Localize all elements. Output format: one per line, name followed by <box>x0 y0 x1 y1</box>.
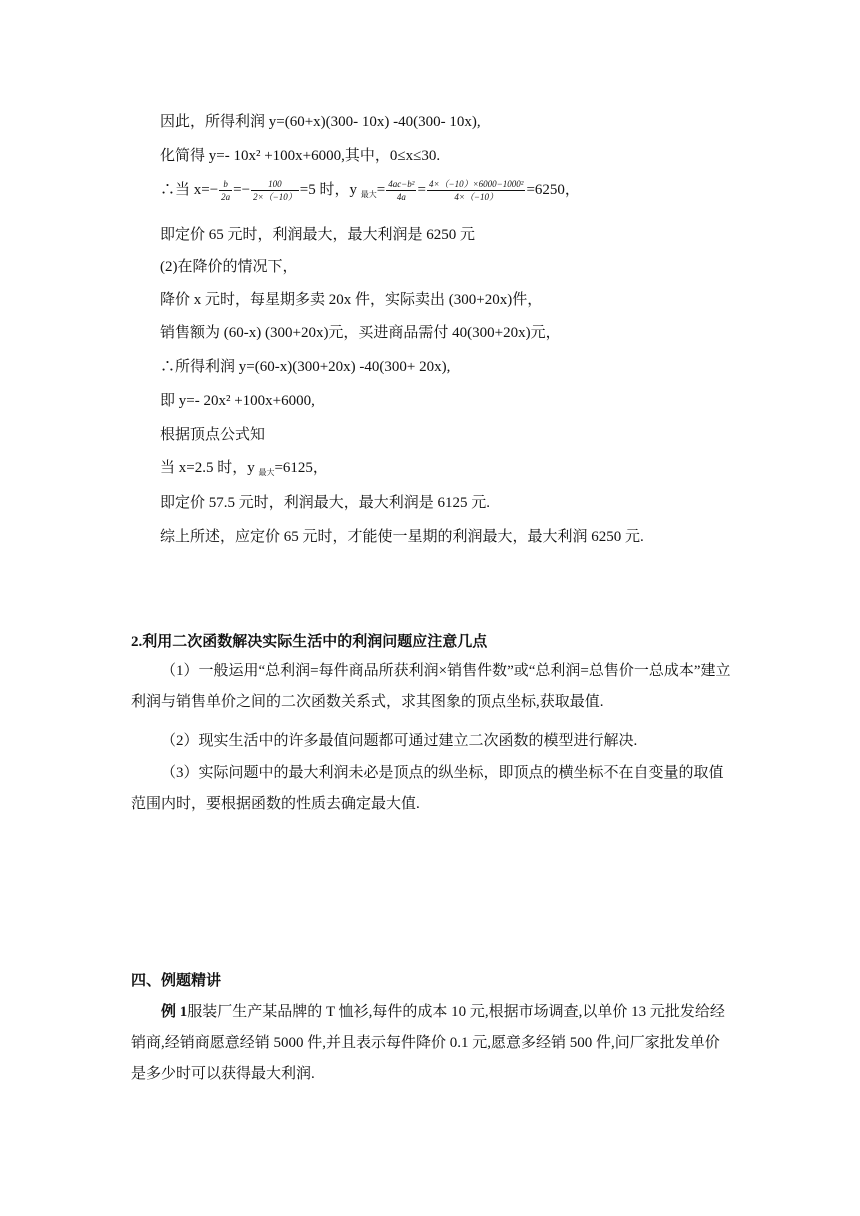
section-4-heading: 四、例题精讲 <box>131 973 222 989</box>
fraction-denominator: 2×（−10） <box>253 192 297 202</box>
solution-line-13: 综上所述，应定价 65 元时，才能使一星期的利润最大，最大利润 6250 元. <box>160 529 644 545</box>
formula-prefix: ∴当 x=− <box>160 181 219 198</box>
formula-suffix: =6250， <box>526 181 580 198</box>
formula-mid: =5 时，y <box>299 181 361 198</box>
fraction-numerator: 4×（−10）×6000−1000² <box>428 179 524 189</box>
solution-line-11 <box>160 458 328 483</box>
formula-equals-3: = <box>417 181 426 198</box>
fraction-numerator: 100 <box>251 178 299 191</box>
solution-line-1: 因此，所得利润 y=(60+x)(300- 10x) -40(300- 10x), <box>160 114 481 130</box>
fraction-vertex-formula <box>386 178 416 203</box>
fraction-b-over-2a <box>219 178 232 203</box>
solution-line-5: (2)在降价的情况下， <box>160 259 298 275</box>
section-2-point-3: （3）实际问题中的最大利润未必是顶点的纵坐标，即顶点的横坐标不在自变量的取值范围内时，要根据函数的性质去确定最大值. <box>131 765 724 812</box>
formula-equals-2: = <box>376 181 386 198</box>
fraction-denominator: 2a <box>221 192 231 202</box>
section-2-point-1: （1）一般运用“总利润=每件商品所获利润×销售件数”或“总利润=总售价一总成本”建立利润与销售单价之间的二次函数关系式，求其图象的顶点坐标,获取最值. <box>131 663 731 710</box>
example-label: 例 1 <box>161 1004 188 1020</box>
section-2-heading: 2.利用二次函数解决实际生活中的利润问题应注意几点 <box>131 634 488 650</box>
solution-line-8: ∴所得利润 y=(60-x)(300+20x) -40(300+ 20x), <box>160 359 451 375</box>
example-text: 服装厂生产某品牌的 T 恤衫,每件的成本 10 元,根据市场调查,以单价 13 元批发给经销商,经销商愿意经销 5000 件,并且表示每件降价 0.1 元,愿意多经销 500 件,问厂家批发单价是多少时可以获得最大利润. <box>131 1004 725 1082</box>
fraction-numerator: b <box>219 178 232 191</box>
fraction-denominator: 4a <box>396 192 406 202</box>
solution-line-4: 即定价 65 元时，利润最大，最大利润是 6250 元 <box>160 227 476 243</box>
fraction-denominator: 4×（−10） <box>454 192 499 202</box>
fraction-100-over <box>251 178 299 203</box>
subscript-max: 最大 <box>360 189 377 199</box>
subscript-max: 最大 <box>258 468 275 477</box>
solution-line-6: 降价 x 元时，每星期多卖 20x 件，实际卖出 (300+20x)件， <box>160 292 543 308</box>
solution-line-7: 销售额为 (60-x) (300+20x)元，买进商品需付 40(300+20x)元， <box>160 325 561 341</box>
solution-line-12: 即定价 57.5 元时，利润最大，最大利润是 6125 元. <box>160 495 491 511</box>
fraction-numerator: 4ac−b² <box>388 179 415 189</box>
section-2-point-2: （2）现实生活中的许多最值问题都可通过建立二次函数的模型进行解决. <box>161 733 638 749</box>
formula-equals: =− <box>233 181 251 198</box>
line-11-text: 当 x=2.5 时，y <box>160 460 259 476</box>
line-11-value: =6125， <box>274 460 328 476</box>
fraction-computation <box>427 178 526 203</box>
example-1 <box>131 997 731 1090</box>
solution-line-9: 即 y=- 20x² +100x+6000, <box>160 393 315 409</box>
solution-line-3-formula <box>160 178 580 205</box>
solution-line-2: 化简得 y=- 10x² +100x+6000,其中，0≤x≤30. <box>160 148 441 164</box>
solution-line-10: 根据顶点公式知 <box>160 427 266 443</box>
